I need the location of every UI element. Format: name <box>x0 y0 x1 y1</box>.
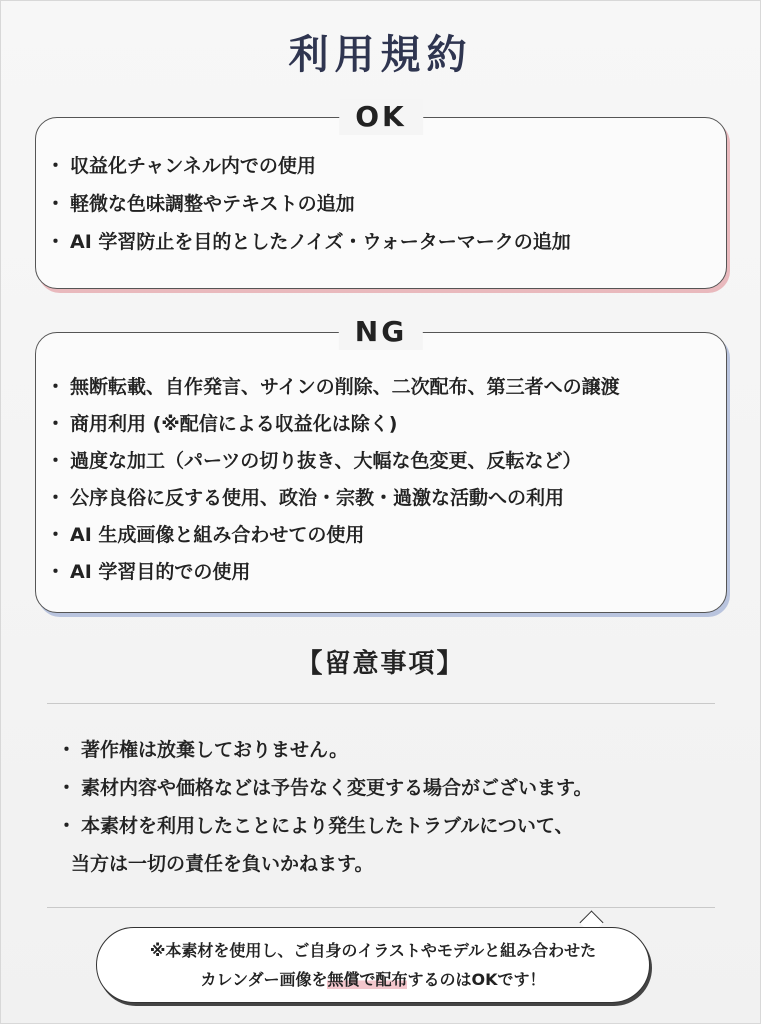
bubble-line-2-pre: カレンダー画像を <box>200 970 328 989</box>
page-title: 利用規約 <box>288 32 473 78</box>
divider <box>47 703 715 704</box>
bubble-line-1: ※本素材を使用し、ご自身のイラストやモデルと組み合わせた <box>149 941 597 960</box>
list-item: ・ AI 生成画像と組み合わせての使用 <box>36 521 726 558</box>
list-item: ・ 公序良俗に反する使用、政治・宗教・過激な活動への利用 <box>36 484 726 521</box>
list-item: ・ 著作権は放棄しておりません。 <box>47 735 727 773</box>
list-item: ・ AI 学習防止を目的としたノイズ・ウォーターマークの追加 <box>36 228 726 266</box>
highlighted-text: 無償で配布 <box>327 970 408 989</box>
ok-section <box>35 100 727 289</box>
notes-list <box>47 735 727 887</box>
speech-bubble <box>96 927 650 1003</box>
ng-label: NG <box>339 314 423 350</box>
list-item: ・ 収益化チャンネル内での使用 <box>36 152 726 190</box>
list-item: ・ AI 学習目的での使用 <box>36 558 726 595</box>
list-item: ・ 無断転載、自作発言、サインの削除、二次配布、第三者への譲渡 <box>36 373 726 410</box>
list-item-continuation: 当方は一切の責任を負いかねます。 <box>71 853 374 875</box>
bubble-line-2 <box>97 968 649 992</box>
list-item: ・ 素材内容や価格などは予告なく変更する場合がございます。 <box>47 773 727 811</box>
ng-section <box>35 315 727 613</box>
list-item: ・ 軽微な色味調整やテキストの追加 <box>36 190 726 228</box>
notes-title: 【留意事項】 <box>296 649 465 679</box>
ok-list <box>36 118 726 266</box>
list-item: ・ 過度な加工（パーツの切り抜き、大幅な色変更、反転など） <box>36 447 726 484</box>
list-item: ・ 本素材を利用したことにより発生したトラブルについて、 <box>47 811 727 849</box>
bubble-line-2-post: するのはOKです！ <box>407 970 546 989</box>
ng-list <box>36 333 726 595</box>
notes-section <box>47 735 727 887</box>
list-item: ・ 商用利用 (※配信による収益化は除く) <box>36 410 726 447</box>
divider <box>47 907 715 908</box>
ok-label: OK <box>339 99 423 135</box>
